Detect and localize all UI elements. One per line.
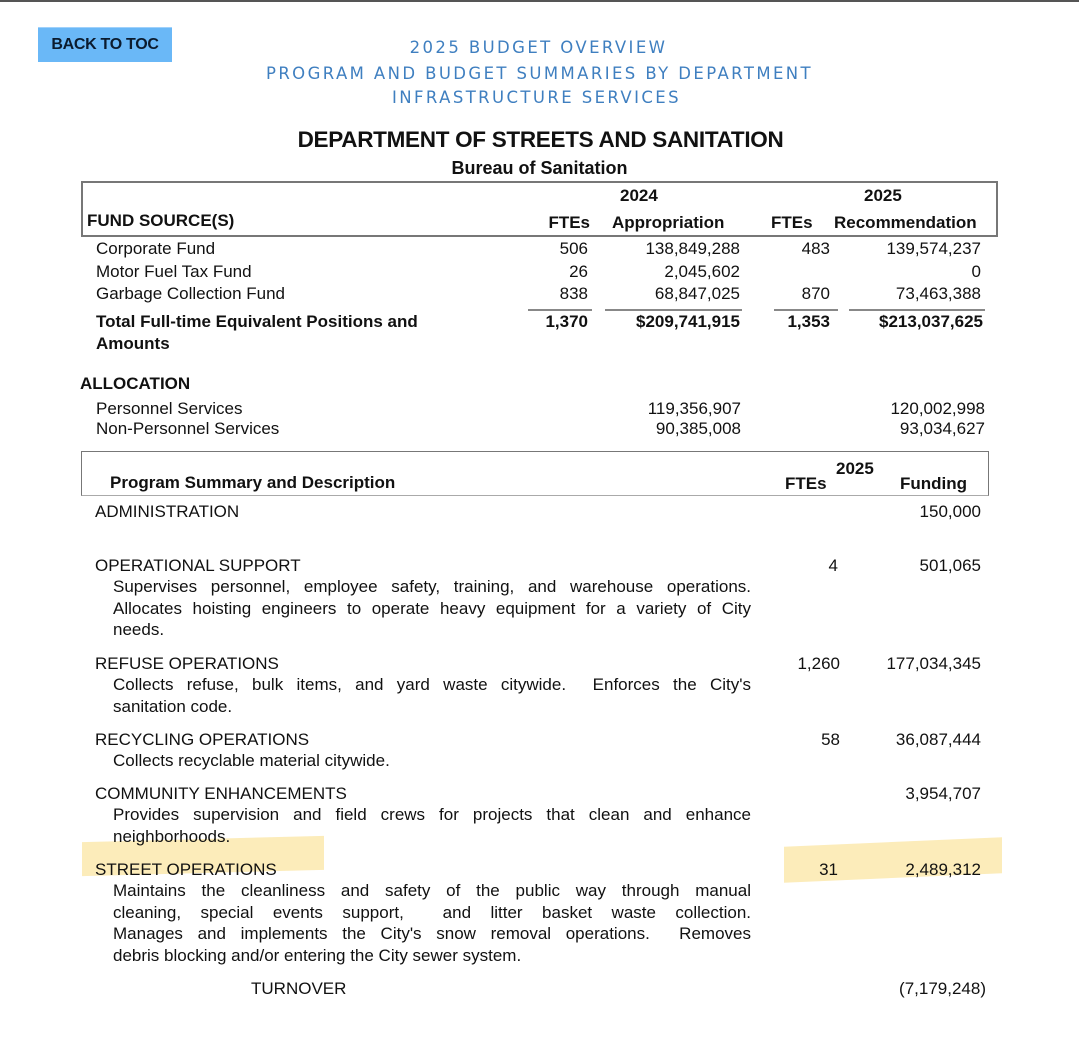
program-funding: 3,954,707 bbox=[905, 784, 981, 803]
description-line: Provides supervision and field crews for projects that clean and enhance bbox=[113, 805, 751, 824]
col-recommendation: Recommendation bbox=[834, 213, 977, 232]
description-line: Supervises personnel, employee safety, training, and warehouse operations. bbox=[113, 577, 751, 596]
fund-name: Corporate Fund bbox=[96, 239, 216, 258]
fund-recommendation-2025: 0 bbox=[971, 262, 981, 281]
total-underline bbox=[528, 309, 592, 311]
report-title: 2025 BUDGET OVERVIEW bbox=[409, 38, 668, 57]
program-funding-heading: Funding bbox=[900, 474, 968, 493]
program-year-heading: 2025 bbox=[836, 459, 874, 478]
description-line: needs. bbox=[113, 620, 165, 639]
description-line: Allocates hoisting engineers to operate heavy equipment for a variety of City bbox=[113, 598, 751, 618]
description-line: Collects recyclable material citywide. bbox=[113, 751, 390, 770]
fund-recommendation-2025: 73,463,388 bbox=[895, 284, 981, 303]
description-line: Collects refuse, bulk items, and yard waste citywide. Enforces the City's bbox=[113, 675, 751, 694]
allocation-name: Personnel Services bbox=[96, 399, 243, 418]
program-ftes: 58 bbox=[821, 730, 840, 749]
fund-name: Garbage Collection Fund bbox=[96, 284, 286, 303]
total-underline bbox=[605, 309, 742, 311]
allocation-amount-2025: 120,002,998 bbox=[890, 399, 985, 418]
total-underline bbox=[774, 309, 838, 311]
description-line: cleaning, special events support, and litter basket waste collection. bbox=[113, 902, 751, 922]
program-ftes: 1,260 bbox=[797, 654, 840, 673]
program-name: ADMINISTRATION bbox=[95, 502, 240, 521]
fund-ftes-2025: 870 bbox=[801, 284, 830, 303]
fund-ftes-2024: 838 bbox=[559, 284, 588, 303]
year-2025-heading: 2025 bbox=[864, 186, 902, 205]
allocation-heading: ALLOCATION bbox=[80, 374, 191, 393]
total-ftes-2025: 1,353 bbox=[787, 312, 830, 331]
bureau-title: Bureau of Sanitation bbox=[451, 158, 628, 178]
fund-appropriation-2024: 2,045,602 bbox=[664, 262, 740, 281]
report-subtitle: PROGRAM AND BUDGET SUMMARIES BY DEPARTMENT bbox=[265, 64, 814, 83]
col-ftes-2024: FTEs bbox=[548, 213, 590, 232]
turnover-amount: (7,179,248) bbox=[899, 979, 986, 998]
program-name: STREET OPERATIONS bbox=[95, 860, 277, 879]
fund-ftes-2024: 506 bbox=[559, 239, 588, 258]
program-funding: 501,065 bbox=[919, 556, 981, 575]
fund-ftes-2024: 26 bbox=[569, 262, 588, 281]
fund-ftes-2025: 483 bbox=[801, 239, 830, 258]
description-line: neighborhoods. bbox=[113, 826, 231, 846]
program-summary-heading: Program Summary and Description bbox=[110, 473, 396, 492]
allocation-amount-2025: 93,034,627 bbox=[899, 419, 985, 438]
description-line: Manages and implements the City's snow removal operations. Removes bbox=[113, 924, 751, 943]
program-description bbox=[113, 674, 751, 717]
description-line: debris blocking and/or entering the City sewer system. bbox=[113, 945, 522, 965]
allocation-name: Non-Personnel Services bbox=[96, 419, 280, 438]
total-underline bbox=[849, 309, 985, 311]
department-title: DEPARTMENT OF STREETS AND SANITATION bbox=[297, 127, 784, 152]
program-ftes-heading: FTEs bbox=[785, 474, 827, 493]
program-name: COMMUNITY ENHANCEMENTS bbox=[95, 784, 347, 803]
col-fund-source: FUND SOURCE(S) bbox=[87, 211, 235, 230]
col-ftes-2025: FTEs bbox=[771, 213, 813, 232]
program-description bbox=[113, 750, 751, 772]
program-funding: 36,087,444 bbox=[895, 730, 981, 749]
program-ftes: 4 bbox=[828, 556, 838, 575]
program-name: RECYCLING OPERATIONS bbox=[95, 730, 310, 749]
program-name: OPERATIONAL SUPPORT bbox=[95, 556, 301, 575]
fund-recommendation-2025: 139,574,237 bbox=[886, 239, 981, 258]
program-ftes: 31 bbox=[819, 860, 838, 879]
program-description bbox=[113, 880, 751, 966]
program-name: REFUSE OPERATIONS bbox=[95, 654, 279, 673]
report-section: INFRASTRUCTURE SERVICES bbox=[392, 88, 681, 107]
back-to-toc-button[interactable]: BACK TO TOC bbox=[38, 27, 172, 62]
description-line: Maintains the cleanliness and safety of the public way through manual bbox=[113, 881, 751, 900]
fund-appropriation-2024: 68,847,025 bbox=[654, 284, 740, 303]
total-label-continued: Amounts bbox=[96, 334, 170, 353]
program-funding: 150,000 bbox=[919, 502, 981, 521]
total-label: Total Full-time Equivalent Positions and bbox=[96, 312, 418, 331]
program-description bbox=[113, 576, 751, 641]
total-recommendation-2025: $213,037,625 bbox=[879, 312, 983, 331]
description-line: sanitation code. bbox=[113, 696, 233, 716]
allocation-amount-2024: 119,356,907 bbox=[647, 399, 741, 418]
year-2024-heading: 2024 bbox=[620, 186, 658, 205]
top-border-line bbox=[0, 0, 1079, 2]
fund-name: Motor Fuel Tax Fund bbox=[96, 262, 252, 281]
allocation-amount-2024: 90,385,008 bbox=[655, 419, 741, 438]
program-funding: 2,489,312 bbox=[905, 860, 981, 879]
turnover-label: TURNOVER bbox=[251, 979, 347, 998]
program-funding: 177,034,345 bbox=[886, 654, 981, 673]
col-appropriation: Appropriation bbox=[612, 213, 725, 232]
total-ftes-2024: 1,370 bbox=[545, 312, 588, 331]
fund-appropriation-2024: 138,849,288 bbox=[645, 239, 740, 258]
total-appropriation-2024: $209,741,915 bbox=[636, 312, 740, 331]
program-description bbox=[113, 804, 751, 847]
